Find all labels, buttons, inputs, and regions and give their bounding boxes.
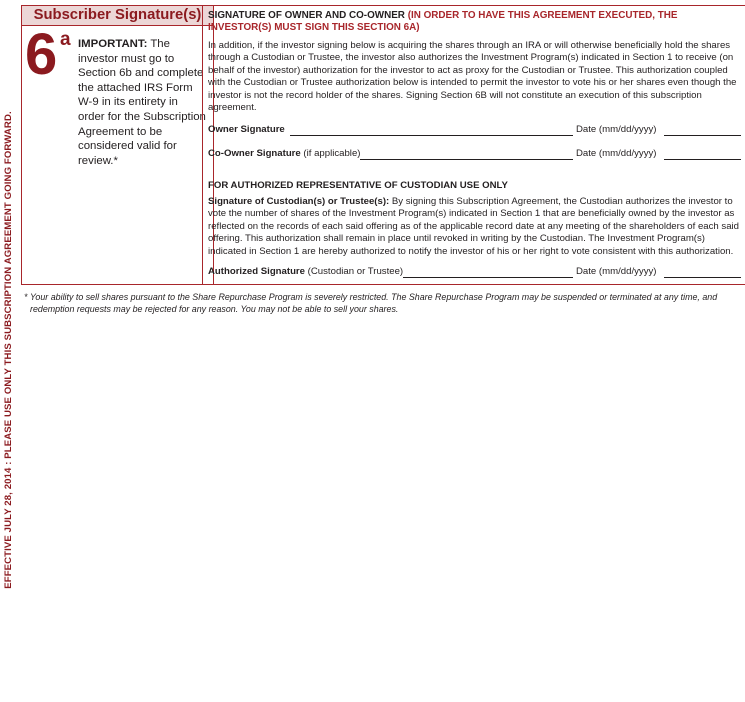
important-notice-box — [21, 22, 214, 285]
repurchase-footnote — [24, 292, 742, 315]
authorized-date-label: Date (mm/dd/yyyy) — [576, 266, 657, 277]
coowner-signature-line[interactable] — [208, 147, 741, 161]
authorized-signature-field[interactable] — [403, 277, 573, 278]
owner-date-field[interactable] — [664, 135, 741, 136]
important-text: The investor must go to Section 6b and complete the attached IRS Form W-9 in its entirety in order for the Subscription Agreement to be considered valid for review.* — [78, 38, 206, 167]
coowner-date-label: Date (mm/dd/yyyy) — [576, 148, 657, 159]
owner-date-label: Date (mm/dd/yyyy) — [576, 124, 657, 135]
authorized-signature-line[interactable] — [208, 265, 741, 279]
coowner-signature-label: Co-Owner Signature (if applicable) — [208, 148, 361, 159]
owner-section-paragraph: In addition, if the investor signing below is acquiring the shares through an IRA or will otherwise beneficially hold the shares through a Custodian or Trustee, the investor also authorizes the Investment Program(s) indicated in Section 1 to receive (on behalf of the investor) authorization for the investor to act as proxy for the Custodian or Trustee. This authorization coupled with the Custodian or Trustee authorization below is intended to permit the investor to vote his or her shares even though the investor is not the record holder of the shares. Signing Section 6B will not constitute an execution of this subscription agreement. — [208, 40, 737, 114]
owner-section-heading — [208, 10, 741, 34]
coowner-signature-field[interactable] — [360, 159, 573, 160]
footnote-text: Your ability to sell shares pursuant to the Share Repurchase Program is severely restricted. The Share Repurchase Program may be suspended or terminated at any time, and redemption requests may be rejected for any reason. You may not be able to sell your shares. — [30, 292, 718, 314]
owner-heading-text: SIGNATURE OF OWNER AND CO-OWNER — [208, 10, 408, 21]
section-letter: a — [60, 29, 71, 50]
authorized-date-field[interactable] — [664, 277, 741, 278]
important-notice — [78, 37, 206, 168]
owner-signature-line[interactable] — [208, 123, 741, 137]
owner-heading-instruction: (IN ORDER TO HAVE THIS AGREEMENT EXECUTED, THE INVESTOR(S) MUST SIGN THIS SECTION 6A) — [208, 10, 678, 33]
section-number: 6 — [25, 22, 58, 87]
effective-date-side-text: EFFECTIVE JULY 28, 2014 : PLEASE USE ONLY THIS SUBSCRIPTION AGREEMENT GOING FORWARD. — [3, 111, 14, 589]
coowner-date-field[interactable] — [664, 159, 741, 160]
important-label: IMPORTANT: — [78, 38, 148, 50]
custodian-section-heading: FOR AUTHORIZED REPRESENTATIVE OF CUSTODIAN USE ONLY — [208, 180, 508, 191]
custodian-lead: Signature of Custodian(s) or Trustee(s): — [208, 196, 390, 207]
owner-signature-label: Owner Signature — [208, 124, 285, 135]
custodian-section-paragraph — [208, 196, 741, 258]
custodian-text: By signing this Subscription Agreement, the Custodian authorizes the investor to vote the number of shares of the Investment Program(s) indicated in Section 1 that are beneficially owned by the investor as reflected on the records of each said offering as of the applicable record date at any meeting of the shareholders of each said offering. This authorization shall remain in place until revoked in writing by the Custodian. The Investment Program(s) indicated in Section 1 are hereby authorized to notify the investor of his or her right to vote consistent with this authorization. — [208, 196, 740, 257]
signature-panel — [202, 5, 745, 285]
footnote-star: * — [24, 292, 28, 302]
section-title: Subscriber Signature(s) — [21, 5, 214, 26]
owner-signature-field[interactable] — [290, 135, 573, 136]
authorized-signature-label: Authorized Signature (Custodian or Trustee) — [208, 266, 404, 277]
